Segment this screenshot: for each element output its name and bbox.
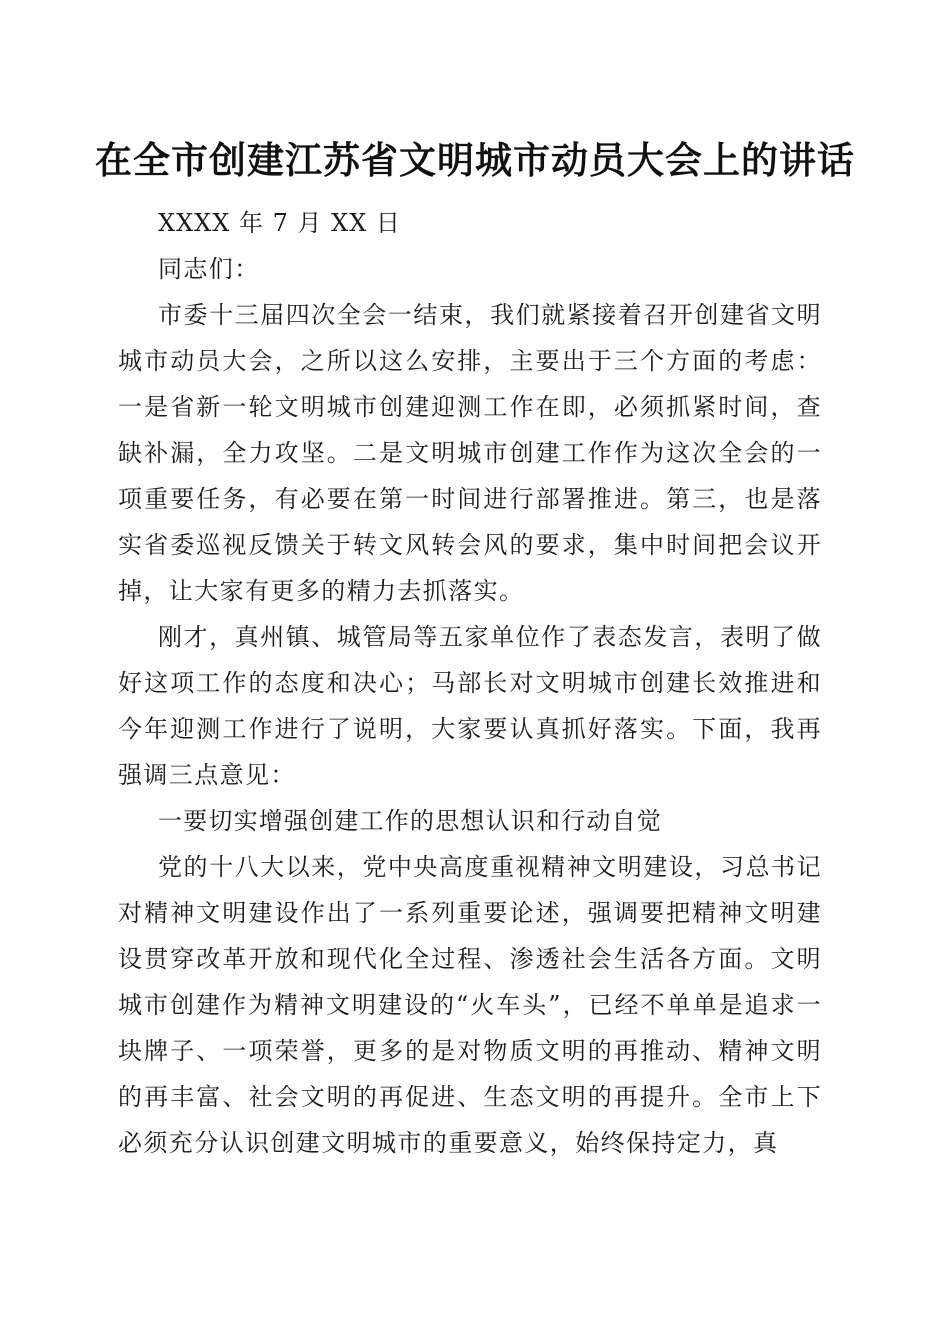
paragraph-remarks: 刚才，真州镇、城管局等五家单位作了表态发言，表明了做好这项工作的态度和决心；马部长对文明城市创建长效推进和今年迎测工作进行了说明，大家要认真抓好落实。下面，我再强调三点意见：: [118, 623, 822, 789]
salutation: 同志们：: [158, 255, 260, 283]
paragraph-intro: 市委十三届四次全会一结束，我们就紧接着召开创建省文明城市动员大会，之所以这么安排，主要出于三个方面的考虑：一是省新一轮文明城市创建迎测工作在即，必须抓紧时间，查缺补漏，全力攻坚。二是文明城市创建工作作为这次全会的一项重要任务，有必要在第一时间进行部署推进。第三，也是落实省委巡视反馈关于转文风转会风的要求，集中时间把会议开掉，让大家有更多的精力去抓落实。: [118, 301, 822, 605]
document-date: XXXX 年 7 月 XX 日: [158, 209, 401, 237]
section-heading: 一要切实增强创建工作的思想认识和行动自觉: [158, 807, 662, 835]
document-title: 在全市创建江苏省文明城市动员大会上的讲话: [95, 138, 855, 182]
section-paragraph: 党的十八大以来，党中央高度重视精神文明建设，习总书记对精神文明建设作出了一系列重要论述，强调要把精神文明建设贯穿改革开放和现代化全过程、渗透社会生活各方面。文明城市创建作为精神文明建设的“火车头”，已经不单单是追求一块牌子、一项荣誉，更多的是对物质文明的再推动、精神文明的再丰富、社会文明的再促进、生态文明的再提升。全市上下必须充分认识创建文明城市的重要意义，始终保持定力，真: [118, 853, 822, 1157]
document-body: [118, 200, 822, 1166]
